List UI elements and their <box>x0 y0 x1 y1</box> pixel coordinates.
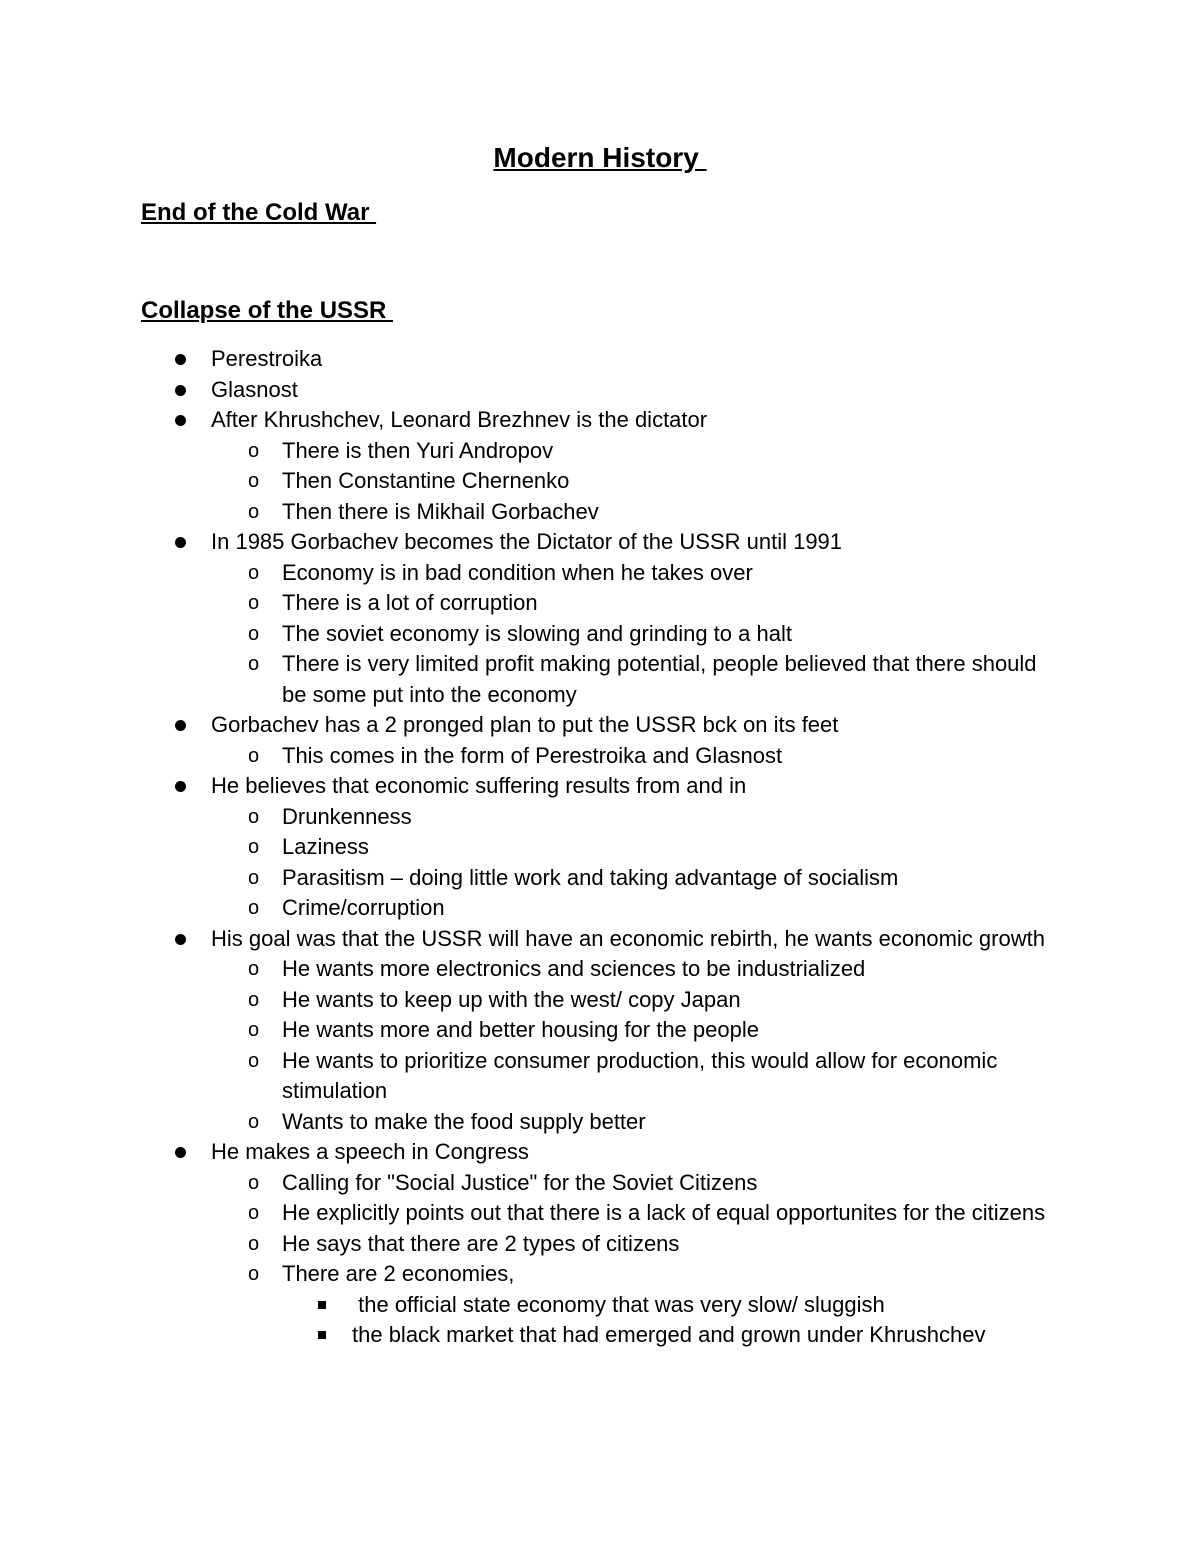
bullet-circle-icon: o <box>248 744 260 767</box>
bullet-circle-icon: o <box>248 1110 260 1133</box>
bullet-circle-icon: o <box>248 1232 260 1255</box>
bullet-item <box>0 527 1200 558</box>
bullet-item <box>0 405 1200 436</box>
sub-bullet-item <box>0 741 1200 772</box>
bullet-square-icon <box>318 1331 326 1339</box>
bullet-circle-icon: o <box>248 1049 260 1072</box>
bullet-text: He wants to prioritize consumer production, this would allow for economic stimulation <box>282 1047 1004 1103</box>
bullet-text: the black market that had emerged and grown under Khrushchev <box>352 1322 986 1347</box>
bullet-text: He explicitly points out that there is a lack of equal opportunites for the citizens <box>282 1200 1046 1225</box>
bullet-text: the official state economy that was very slow/ sluggish <box>352 1291 885 1317</box>
bullet-text: Then Constantine Chernenko <box>282 468 570 493</box>
bullet-text: There are 2 economies, <box>282 1261 515 1286</box>
sub-bullet-item <box>0 1046 1200 1107</box>
sub-bullet-item <box>0 1168 1200 1199</box>
bullet-circle-icon: o <box>248 988 260 1011</box>
bullet-disc-icon <box>175 781 186 792</box>
bullet-square-icon <box>318 1301 326 1309</box>
sub-bullet-item <box>0 1259 1200 1290</box>
bullet-circle-icon: o <box>248 805 260 828</box>
sub-bullet-item <box>0 588 1200 619</box>
bullet-disc-icon <box>175 720 186 731</box>
sub-bullet-item <box>0 954 1200 985</box>
sub-bullet-item <box>0 436 1200 467</box>
bullet-disc-icon <box>175 385 186 396</box>
sub-bullet-item <box>0 558 1200 589</box>
sub-bullet-item <box>0 1198 1200 1229</box>
bullet-disc-icon <box>175 1147 186 1158</box>
bullet-text: He makes a speech in Congress <box>211 1139 529 1164</box>
sub-bullet-item <box>0 649 1200 710</box>
bullet-text: His goal was that the USSR will have an economic rebirth, he wants economic growth <box>211 925 1045 951</box>
bullet-disc-icon <box>175 415 186 426</box>
bullet-circle-icon: o <box>248 1202 260 1224</box>
bullet-text: After Khrushchev, Leonard Brezhnev is the dictator <box>211 407 708 432</box>
bullet-circle-icon: o <box>248 622 260 645</box>
bullet-circle-icon: o <box>248 1019 260 1041</box>
sub-bullet-item <box>0 893 1200 924</box>
sub-bullet-item <box>0 1229 1200 1260</box>
bullet-text: Gorbachev has a 2 pronged plan to put the USSR bck on its feet <box>211 712 839 737</box>
bullet-text: This comes in the form of Perestroika and Glasnost <box>282 742 783 768</box>
bullet-text: Then there is Mikhail Gorbachev <box>282 498 599 524</box>
bullet-text: He says that there are 2 types of citizens <box>282 1230 680 1256</box>
bullet-text: Economy is in bad condition when he takes over <box>282 559 753 585</box>
bullet-item <box>0 375 1200 406</box>
sub-bullet-item <box>0 832 1200 863</box>
sub-bullet-item <box>0 619 1200 650</box>
bullet-text: Crime/corruption <box>282 895 445 920</box>
bullet-item <box>0 771 1200 802</box>
bullet-circle-icon: o <box>248 592 260 614</box>
sub-bullet-item <box>0 985 1200 1016</box>
bullet-disc-icon <box>175 934 186 945</box>
sub-bullet-item <box>0 863 1200 894</box>
bullet-item <box>0 710 1200 741</box>
bullet-circle-icon: o <box>248 897 260 919</box>
bullet-circle-icon: o <box>248 470 260 492</box>
bullet-circle-icon: o <box>248 958 260 980</box>
sub-bullet-item <box>0 1107 1200 1138</box>
bullet-text: He wants to keep up with the west/ copy Japan <box>282 986 741 1012</box>
bullet-circle-icon: o <box>248 439 260 462</box>
bullet-text: The soviet economy is slowing and grinding to a halt <box>282 620 792 646</box>
sub-bullet-item <box>0 497 1200 528</box>
bullet-text: Drunkenness <box>282 803 412 829</box>
sub-bullet-item <box>0 466 1200 497</box>
bullet-text: There is then Yuri Andropov <box>282 437 554 463</box>
sub-bullet-item <box>0 1015 1200 1046</box>
bullet-disc-icon <box>175 537 186 548</box>
bullet-text: There is a lot of corruption <box>282 590 538 615</box>
notes-list <box>0 344 1200 1351</box>
bullet-item <box>0 924 1200 955</box>
bullet-text: Laziness <box>282 834 369 859</box>
sub-sub-bullet-item <box>0 1320 1200 1351</box>
bullet-text: He wants more electronics and sciences to be industrialized <box>282 956 866 981</box>
sub-bullet-item <box>0 802 1200 833</box>
bullet-text: He wants more and better housing for the people <box>282 1017 759 1042</box>
bullet-circle-icon: o <box>248 1171 260 1194</box>
bullet-text: Parasitism – doing little work and taking advantage of socialism <box>282 864 899 890</box>
bullet-disc-icon <box>175 354 186 365</box>
section-heading-collapse-of-ussr: Collapse of the USSR <box>141 297 394 324</box>
bullet-item <box>0 1137 1200 1168</box>
bullet-circle-icon: o <box>248 1263 260 1285</box>
bullet-circle-icon: o <box>248 561 260 584</box>
bullet-text: In 1985 Gorbachev becomes the Dictator of the USSR until 1991 <box>211 529 843 554</box>
bullet-circle-icon: o <box>248 836 260 858</box>
document-title: Modern History <box>493 142 707 173</box>
bullet-text: Calling for "Social Justice" for the Soviet Citizens <box>282 1169 758 1195</box>
bullet-text: Wants to make the food supply better <box>282 1108 646 1134</box>
section-heading-end-of-cold-war: End of the Cold War <box>141 199 377 226</box>
bullet-circle-icon: o <box>248 653 260 675</box>
bullet-circle-icon: o <box>248 500 260 523</box>
bullet-text: He believes that economic suffering results from and in <box>211 773 747 798</box>
bullet-item <box>0 344 1200 375</box>
bullet-text: There is very limited profit making potential, people believed that there should be some put into the economy <box>282 651 1043 707</box>
sub-sub-bullet-item <box>0 1290 1200 1321</box>
bullet-text: Perestroika <box>211 346 323 371</box>
bullet-circle-icon: o <box>248 866 260 889</box>
bullet-text: Glasnost <box>211 376 298 402</box>
